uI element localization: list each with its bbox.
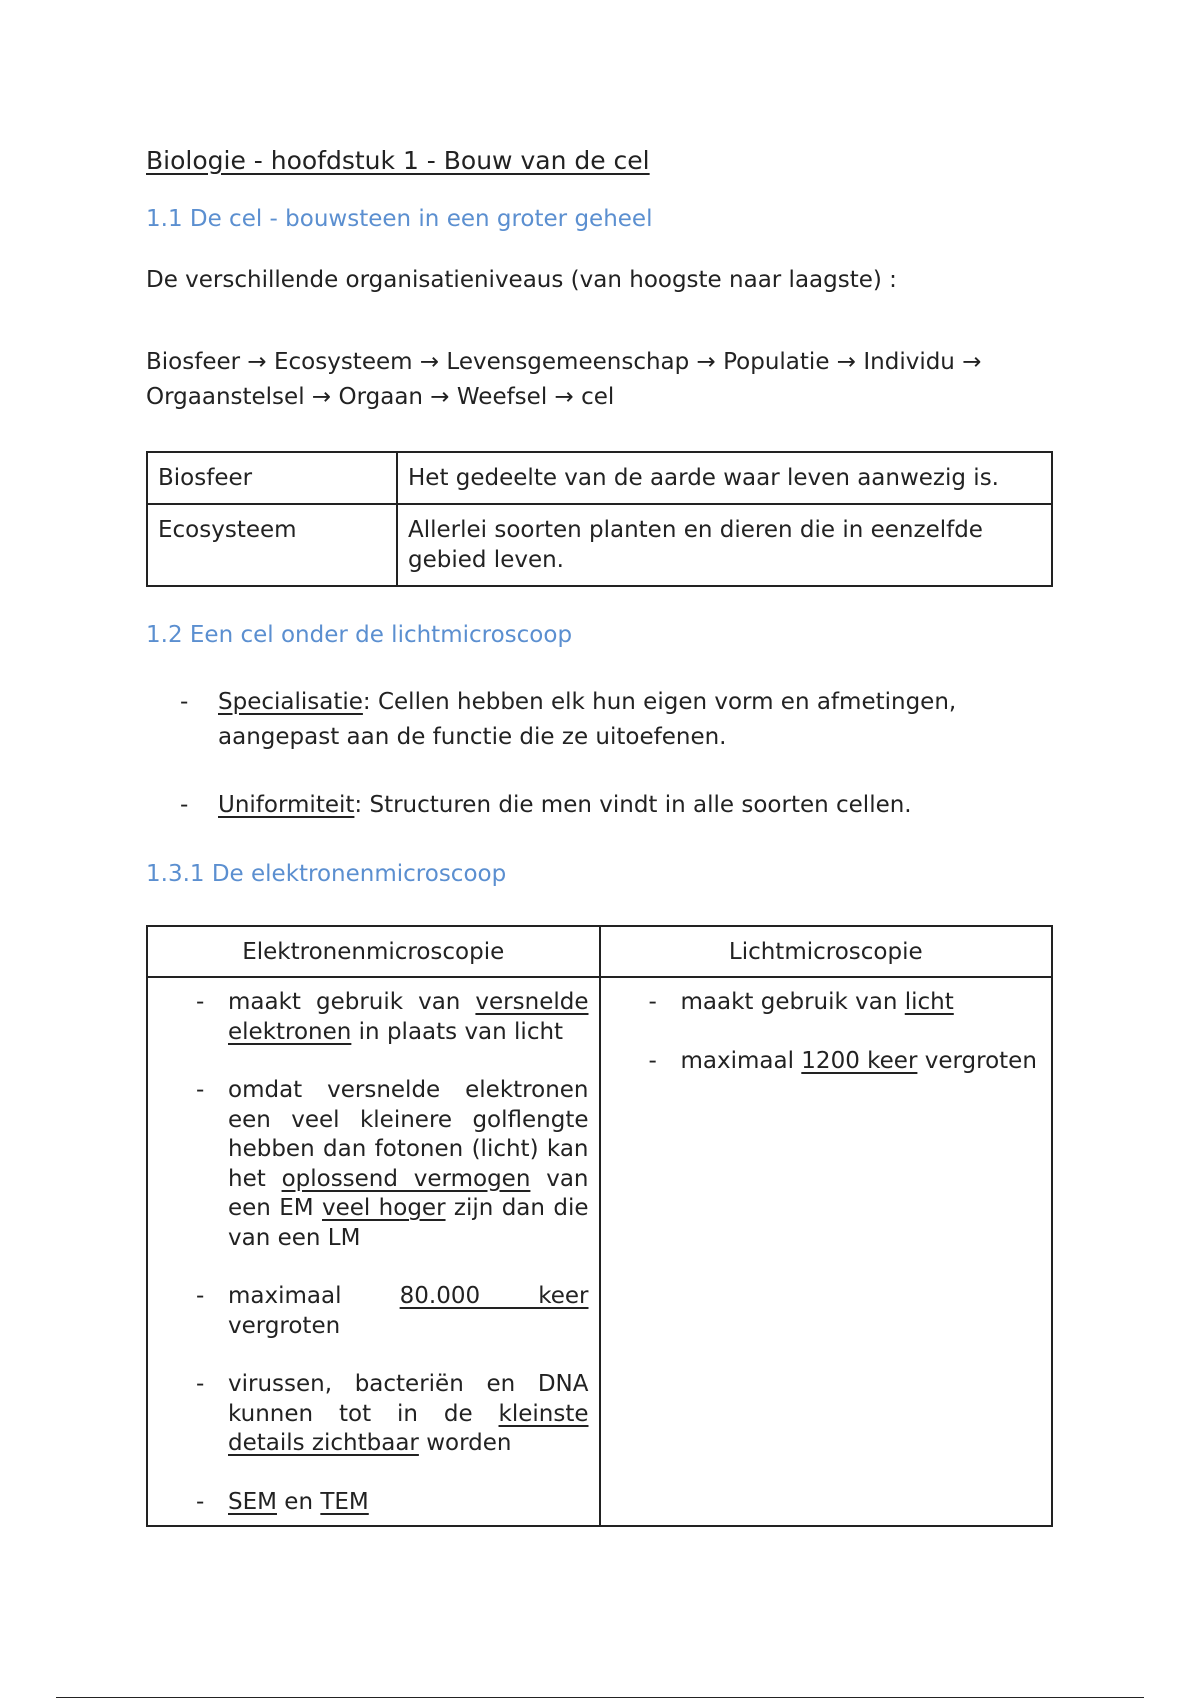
item-text: omdat versnelde elektronen een veel kleinere golflengte hebben dan fotonen (licht) kan het (228, 1077, 589, 1192)
lm-list (611, 988, 1042, 1076)
item-term: Specialisatie (218, 689, 363, 715)
list-item (158, 1282, 589, 1341)
list-item (180, 685, 1040, 755)
item-text: maakt gebruik van (228, 989, 476, 1015)
definition-cell: Het gedeelte van de aarde waar leven aanwezig is. (397, 452, 1052, 504)
item-underlined: licht (904, 989, 954, 1015)
intro-text: De verschillende organisatieniveaus (van hoogste naar laagste) : (146, 267, 897, 293)
definitions-table (146, 451, 1053, 587)
page-bottom-rule (56, 1697, 1144, 1698)
item-text: en (276, 1488, 321, 1515)
item-text: maakt gebruik van (680, 989, 905, 1015)
item-underlined: oplossend vermogen (281, 1165, 531, 1192)
lm-cell (600, 977, 1053, 1526)
item-text: zijn dan die van een LM (228, 1195, 589, 1251)
item-underlined: TEM (320, 1488, 369, 1515)
dash-bullet: - (180, 689, 189, 715)
dash-bullet: - (648, 1047, 657, 1074)
column-header-em: Elektronenmicroscopie (147, 926, 600, 977)
list-item (158, 1076, 589, 1253)
dash-bullet: - (196, 1488, 205, 1515)
em-list (158, 988, 589, 1517)
dash-bullet: - (196, 989, 205, 1015)
table-row (147, 504, 1052, 586)
item-term: Uniformiteit (218, 792, 355, 818)
section-heading-1-2: 1.2 Een cel onder de lichtmicroscoop (146, 622, 573, 648)
comparison-table (146, 925, 1053, 1527)
item-text: : Structuren die men vindt in alle soorten cellen. (354, 792, 912, 818)
em-cell (147, 977, 600, 1526)
section-heading-1-1: 1.1 De cel - bouwsteen in een groter geheel (146, 206, 653, 232)
item-underlined: 80.000 keer (399, 1283, 589, 1309)
list-item (158, 1488, 589, 1518)
dash-bullet: - (196, 1371, 205, 1397)
item-underlined: veel hoger (322, 1195, 446, 1221)
section-heading-1-3-1: 1.3.1 De elektronenmicroscoop (146, 861, 507, 887)
document-title: Biologie - hoofdstuk 1 - Bouw van de cel (146, 146, 650, 175)
definition-cell: Allerlei soorten planten en dieren die in eenzelfde gebied leven. (397, 504, 1052, 586)
list-item (158, 1370, 589, 1459)
light-microscope-list (180, 685, 1040, 856)
table-row (147, 452, 1052, 504)
list-item (158, 988, 589, 1047)
item-underlined: versnelde elektronen (228, 989, 589, 1045)
chain-line-1: Biosfeer → Ecosysteem → Levensgemeenschap → Populatie → Individu → (146, 349, 982, 375)
table-row (147, 977, 1052, 1526)
term-cell: Biosfeer (147, 452, 397, 504)
item-underlined: kleinste details zichtbaar (228, 1400, 589, 1456)
item-text: maximaal (228, 1283, 400, 1309)
list-item (611, 1047, 1042, 1077)
item-text: virussen, bacteriën en DNA kunnen tot in de (228, 1371, 589, 1427)
item-text: van een EM (228, 1165, 589, 1221)
item-underlined: SEM (228, 1488, 277, 1515)
dash-bullet: - (180, 792, 189, 818)
item-underlined: 1200 keer (801, 1047, 918, 1074)
item-text: vergroten (917, 1047, 1037, 1074)
dash-bullet: - (196, 1077, 205, 1103)
organisation-chain (146, 345, 1046, 415)
item-text: in plaats van licht (351, 1018, 564, 1045)
item-text: maximaal (680, 1047, 802, 1074)
table-header-row (147, 926, 1052, 977)
item-text: worden (418, 1430, 512, 1456)
item-text: vergroten (228, 1312, 341, 1339)
term-cell: Ecosysteem (147, 504, 397, 586)
dash-bullet: - (648, 989, 657, 1015)
list-item (180, 788, 1040, 823)
column-header-lm: Lichtmicroscopie (600, 926, 1053, 977)
dash-bullet: - (196, 1283, 205, 1309)
chain-line-2: Orgaanstelsel → Orgaan → Weefsel → cel (146, 384, 615, 410)
item-text: : Cellen hebben elk hun eigen vorm en afmetingen, aangepast aan de functie die ze uitoefenen. (218, 689, 957, 750)
list-item (611, 988, 1042, 1018)
